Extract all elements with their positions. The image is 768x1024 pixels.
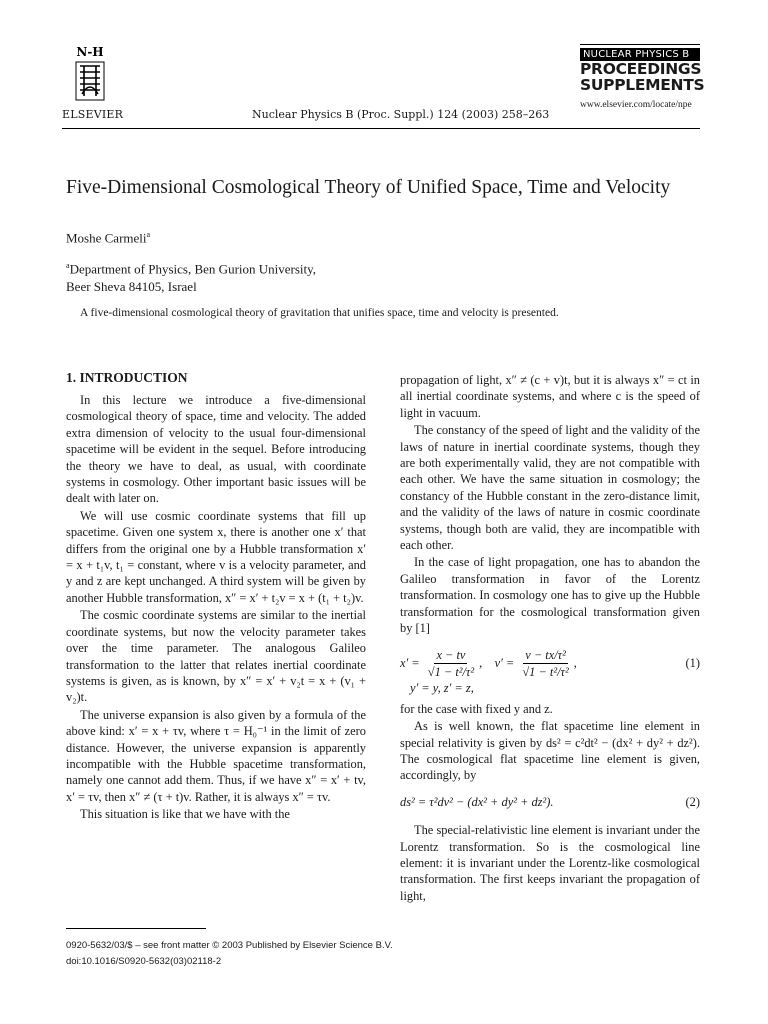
- paragraph: for the case with fixed y and z.: [400, 701, 553, 716]
- affil-marker: a: [66, 261, 70, 270]
- svg-text:N-H: N-H: [76, 45, 104, 59]
- paragraph: The universe expansion is also given by a formula of the above kind: x′ = x + τv, where τ = H₀⁻¹ in the limit of zero distance. However, the universe expansion is apparently incompatible with the Hubble spacetime transformation, namely one cannot add them. Thus, if we have x″ = x′ + tv, x′ = τv, then x″ ≠ (τ + t)v. Rather, it is always x″ = τv.: [66, 707, 366, 804]
- affiliation: [66, 257, 316, 296]
- eq2-body: ds² = τ²dv² − (dx² + dy² + dz²).: [400, 794, 554, 809]
- masthead-rule: [580, 44, 700, 45]
- paragraph: The cosmic coordinate systems are similar to the inertial coordinate systems, but now the velocity parameter takes over the time parameter. The analogous Galileo transformation to the latter that relates inertial coordinate systems is given, as is known, by x″ = x′ + v₂t = x + (v₁ + v₂)t.: [66, 608, 366, 705]
- author-affil-marker: a: [146, 230, 151, 239]
- paragraph: As is well known, the flat spacetime line element in special relativity is given by ds² = c²dt² − (dx² + dy² + dz²). The cosmological flat spacetime line element is given, accordingly, by: [400, 719, 700, 783]
- copyright-line: 0920-5632/03/$ – see front matter © 2003 Published by Elsevier Science B.V.: [66, 940, 393, 951]
- equation-number: (1): [685, 656, 700, 671]
- paragraph: The constancy of the speed of light and the validity of the laws of nature in inertial coordinate systems, though they are both experimentally valid, they are not compatible with each other. We have the same situation in cosmology; the constancy of the Hubble constant in the zero-distance limit, and the validity of the laws of nature in cosmic coordinate systems, though both are valid, they are incompatible with each other.: [400, 423, 700, 553]
- paragraph: We will use cosmic coordinate systems that fill up spacetime. Given one system x, there is another one x′ that differs from the original one by a Hubble transformation x′ = x + t₁v, t₁ = constant, where v is a velocity parameter, and y and z are kept unchanged. A third system will be given by another Hubble transformation, x″ = x′ + t₂v = x + (t₁ + t₂)v.: [66, 508, 366, 605]
- eq1-x-num: x − tv: [434, 647, 467, 664]
- elsevier-logo: [64, 44, 116, 104]
- left-column: [66, 392, 366, 824]
- journal-band: NUCLEAR PHYSICS B: [580, 48, 700, 61]
- eq1-x-fraction: [426, 647, 476, 681]
- paragraph: In the case of light propagation, one has to abandon the Galileo transformation in favor of the Lorentz transformation. In cosmology one has to give up the Hubble transformation for the cosmological transformation given by [1]: [400, 555, 700, 636]
- eq1-v-fraction: [520, 647, 570, 681]
- equation-2: [400, 794, 700, 810]
- right-column: [400, 372, 700, 905]
- eq1-x-lhs: x′ =: [400, 655, 420, 670]
- eq1-v-lhs: v′ =: [494, 655, 515, 670]
- paper-title: Five-Dimensional Cosmological Theory of Unified Space, Time and Velocity: [66, 177, 671, 198]
- paragraph: In this lecture we introduce a five-dimensional cosmological theory of space, time and velocity. The added extra dimension of velocity to the usual four-dimensional spacetime will be evident in the sequel. Before introducing the theory we have to deal, as usual, with coordinate systems in cosmology. Other important basic issues will be dealt with later on.: [66, 393, 366, 506]
- publisher-name: ELSEVIER: [62, 108, 124, 121]
- eq1-line2: y′ = y, z′ = z,: [410, 681, 474, 696]
- doi-line: doi:10.1016/S0920-5632(03)02118-2: [66, 956, 222, 967]
- paragraph: The special-relativistic line element is invariant under the Lorentz transformation. So is the cosmological line element: it is invariant under the Lorentz-like cosmological transformation. The first keeps invariant the propagation of light,: [400, 823, 700, 903]
- author: [66, 230, 150, 246]
- equation-number: (2): [685, 794, 700, 809]
- equation-1: x′ = $\frac{x - tv}{\text{√1 − t²/τ²}}$ , v′ = $\frac{\text{v − tx/τ²}}{\text{√1 − t²/τ²}}$ , (1) y′ = y, z′ = z,: [400, 647, 700, 696]
- affiliation-line-1: Department of Physics, Ben Gurion University,: [69, 261, 317, 277]
- abstract: A five-dimensional cosmological theory of gravitation that unifies space, time and velocity is presented.: [80, 307, 559, 319]
- paragraph: This situation is like that we have with the: [80, 807, 290, 822]
- affiliation-line-2: Beer Sheva 84105, Israel: [66, 279, 197, 295]
- journal-masthead: [580, 44, 705, 110]
- section-heading: 1. INTRODUCTION: [66, 370, 188, 385]
- paragraph: propagation of light, x″ ≠ (c + v)t, but it is always x″ = ct in all inertial coordinate systems, and where c is the speed of light in vacuum.: [400, 373, 700, 420]
- eq1-v-den: √1 − t²/τ²: [522, 664, 569, 679]
- journal-title-line1: PROCEEDINGS: [580, 60, 702, 78]
- journal-title-line2: SUPPLEMENTS: [580, 76, 705, 94]
- author-name: Moshe Carmeli: [66, 230, 147, 246]
- eq1-v-num: v − tx/τ²: [523, 647, 568, 664]
- footer: [66, 938, 393, 970]
- header-rule: [62, 128, 700, 129]
- footer-rule: [66, 928, 206, 929]
- eq1-x-den: √1 − t²/τ²: [427, 664, 475, 679]
- journal-url: www.elsevier.com/locate/npe: [580, 100, 692, 110]
- journal-citation: Nuclear Physics B (Proc. Suppl.) 124 (2003) 258–263: [252, 108, 550, 121]
